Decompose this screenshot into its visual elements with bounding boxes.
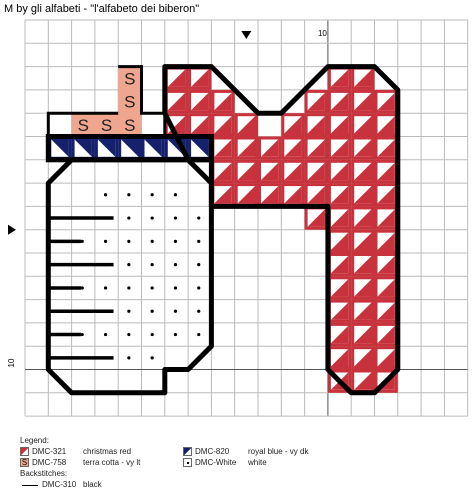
stitch-white-dot xyxy=(151,263,154,266)
tick-label-left: 10 xyxy=(7,358,16,368)
legend-name-peach: terra cotta - vy lt xyxy=(83,458,141,467)
backstitch-name: black xyxy=(83,480,102,489)
legend-swatch-white xyxy=(183,458,192,467)
legend-name-blue: royal blue - vy dk xyxy=(248,447,309,456)
stitch-white-dot xyxy=(151,216,154,219)
stitch-white-dot xyxy=(104,193,107,196)
tick-label-top: 10 xyxy=(317,29,327,38)
stitch-white-dot xyxy=(127,310,130,313)
legend-swatch-red xyxy=(20,447,29,456)
stitch-white-dot xyxy=(151,193,154,196)
legend-swatch-blue xyxy=(183,447,192,456)
stitch-white-dot xyxy=(81,240,84,243)
stitch-symbol-s: S xyxy=(124,92,136,112)
stitch-white-dot xyxy=(127,286,130,289)
stitch-white-dot xyxy=(197,216,200,219)
stitch-white-dot xyxy=(127,193,130,196)
legend-swatch-peach: S xyxy=(21,458,28,467)
stitch-white-dot xyxy=(151,356,154,359)
stitch-white-dot xyxy=(104,286,107,289)
stitch-white-dot xyxy=(151,240,154,243)
legend-name-red: christmas red xyxy=(83,447,132,456)
stitch-white-dot xyxy=(151,333,154,336)
stitch-symbol-s: S xyxy=(124,69,136,89)
legend-code-white: DMC-White xyxy=(195,458,237,467)
center-marker-top xyxy=(241,31,251,39)
stitch-symbol-s: S xyxy=(77,115,89,135)
stitch-white-dot xyxy=(104,240,107,243)
center-marker-left xyxy=(8,225,16,235)
backstitch-line xyxy=(22,485,38,486)
stitch-symbol-s: S xyxy=(100,115,113,135)
stitch-white-dot xyxy=(197,240,200,243)
legend-code-blue: DMC-820 xyxy=(195,447,230,456)
stitch-white-dot xyxy=(174,333,177,336)
stitch-white-dot xyxy=(127,356,130,359)
stitch-white-dot xyxy=(151,286,154,289)
stitch-white-dot xyxy=(174,310,177,313)
stitch-white-dot xyxy=(197,310,200,313)
stitch-white-dot xyxy=(81,333,84,336)
legend-code-red: DMC-321 xyxy=(32,447,67,456)
stitch-white-dot xyxy=(127,333,130,336)
stitch-white-dot xyxy=(174,240,177,243)
backstitch-heading: Backstitches: xyxy=(20,469,68,478)
stitch-white-dot xyxy=(151,310,154,313)
stitch-white-dot xyxy=(127,263,130,266)
legend-code-peach: DMC-758 xyxy=(32,458,67,467)
legend-name-white: white xyxy=(248,458,267,467)
backstitch-code: DMC-310 xyxy=(42,480,77,489)
legend-heading: Legend: xyxy=(20,436,49,445)
stitch-white-dot xyxy=(174,286,177,289)
chart-title: M by gli alfabeti - "l'alfabeto dei biberon" xyxy=(4,3,200,15)
stitch-white-dot xyxy=(174,193,177,196)
stitch-white-dot xyxy=(197,286,200,289)
stitch-white-dot xyxy=(197,263,200,266)
stitch-white-dot xyxy=(174,216,177,219)
stitch-white-dot xyxy=(104,333,107,336)
stitch-white-dot xyxy=(127,216,130,219)
stitch-white-dot xyxy=(81,286,84,289)
stitch-white-dot xyxy=(174,263,177,266)
stitch-white-dot xyxy=(127,240,130,243)
stitch-white-dot xyxy=(197,333,200,336)
stitch-symbol-s: S xyxy=(124,115,136,135)
